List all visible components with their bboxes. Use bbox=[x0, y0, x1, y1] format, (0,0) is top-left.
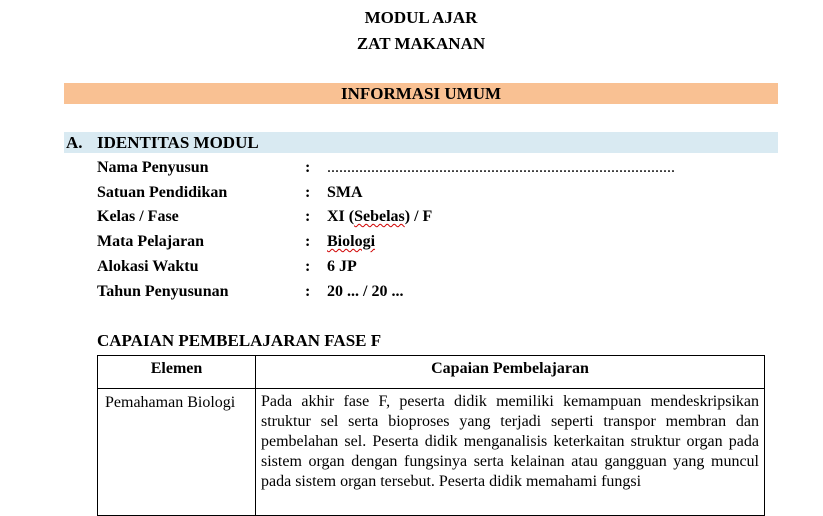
identity-label: Mata Pelajaran bbox=[97, 233, 205, 250]
section-heading: IDENTITAS MODUL bbox=[97, 133, 259, 152]
identity-label: Satuan Pendidikan bbox=[97, 184, 228, 201]
identity-value: 6 JP bbox=[327, 258, 357, 275]
cell-capaian: Pada akhir fase F, peserta didik memiliki kemampuan mendeskripsikan struktur sel serta bioproses yang terjadi seperti transpor membran dan pembelahan sel. Peserta didik menganalisis keterkaitan struktur organ pada sistem organ dengan fungsinya serta kelainan atau gangguan yang muncul pada sistem organ tersebut. Peserta didik memahami fungsi bbox=[256, 389, 765, 516]
identity-label: Kelas / Fase bbox=[97, 208, 179, 225]
capaian-heading: CAPAIAN PEMBELAJARAN FASE F bbox=[97, 331, 382, 350]
identity-label: Alokasi Waktu bbox=[97, 258, 199, 275]
table-row bbox=[98, 389, 765, 516]
identity-value: ....................................................................................... bbox=[327, 159, 675, 176]
document-title: MODUL AJAR bbox=[364, 8, 478, 27]
section-letter: A. bbox=[66, 133, 83, 152]
document-subtitle: ZAT MAKANAN bbox=[356, 34, 486, 53]
spellcheck-marked-word: Sebelas bbox=[354, 208, 405, 225]
identity-value bbox=[327, 208, 432, 226]
identity-value: SMA bbox=[327, 184, 363, 201]
column-header-elemen: Elemen bbox=[98, 356, 256, 389]
value-suffix: ) / F bbox=[404, 208, 433, 225]
identity-label: Tahun Penyusunan bbox=[97, 283, 229, 300]
identity-value: 20 ... / 20 ... bbox=[327, 283, 404, 300]
identity-colon: : bbox=[305, 283, 311, 300]
value-prefix: XI ( bbox=[327, 208, 355, 225]
identity-colon: : bbox=[305, 233, 311, 250]
identity-colon: : bbox=[305, 258, 311, 275]
identitas-modul-heading bbox=[64, 132, 778, 153]
identity-label: Nama Penyusun bbox=[97, 159, 209, 176]
identity-colon: : bbox=[305, 159, 311, 176]
identity-colon: : bbox=[305, 184, 311, 201]
table-header-row bbox=[98, 356, 765, 389]
cell-elemen: Pemahaman Biologi bbox=[98, 389, 256, 516]
identity-value: Biologi bbox=[327, 233, 376, 250]
capaian-table bbox=[97, 355, 765, 516]
informasi-umum-heading: INFORMASI UMUM bbox=[64, 83, 778, 104]
column-header-capaian: Capaian Pembelajaran bbox=[256, 356, 765, 389]
identity-colon: : bbox=[305, 208, 311, 225]
